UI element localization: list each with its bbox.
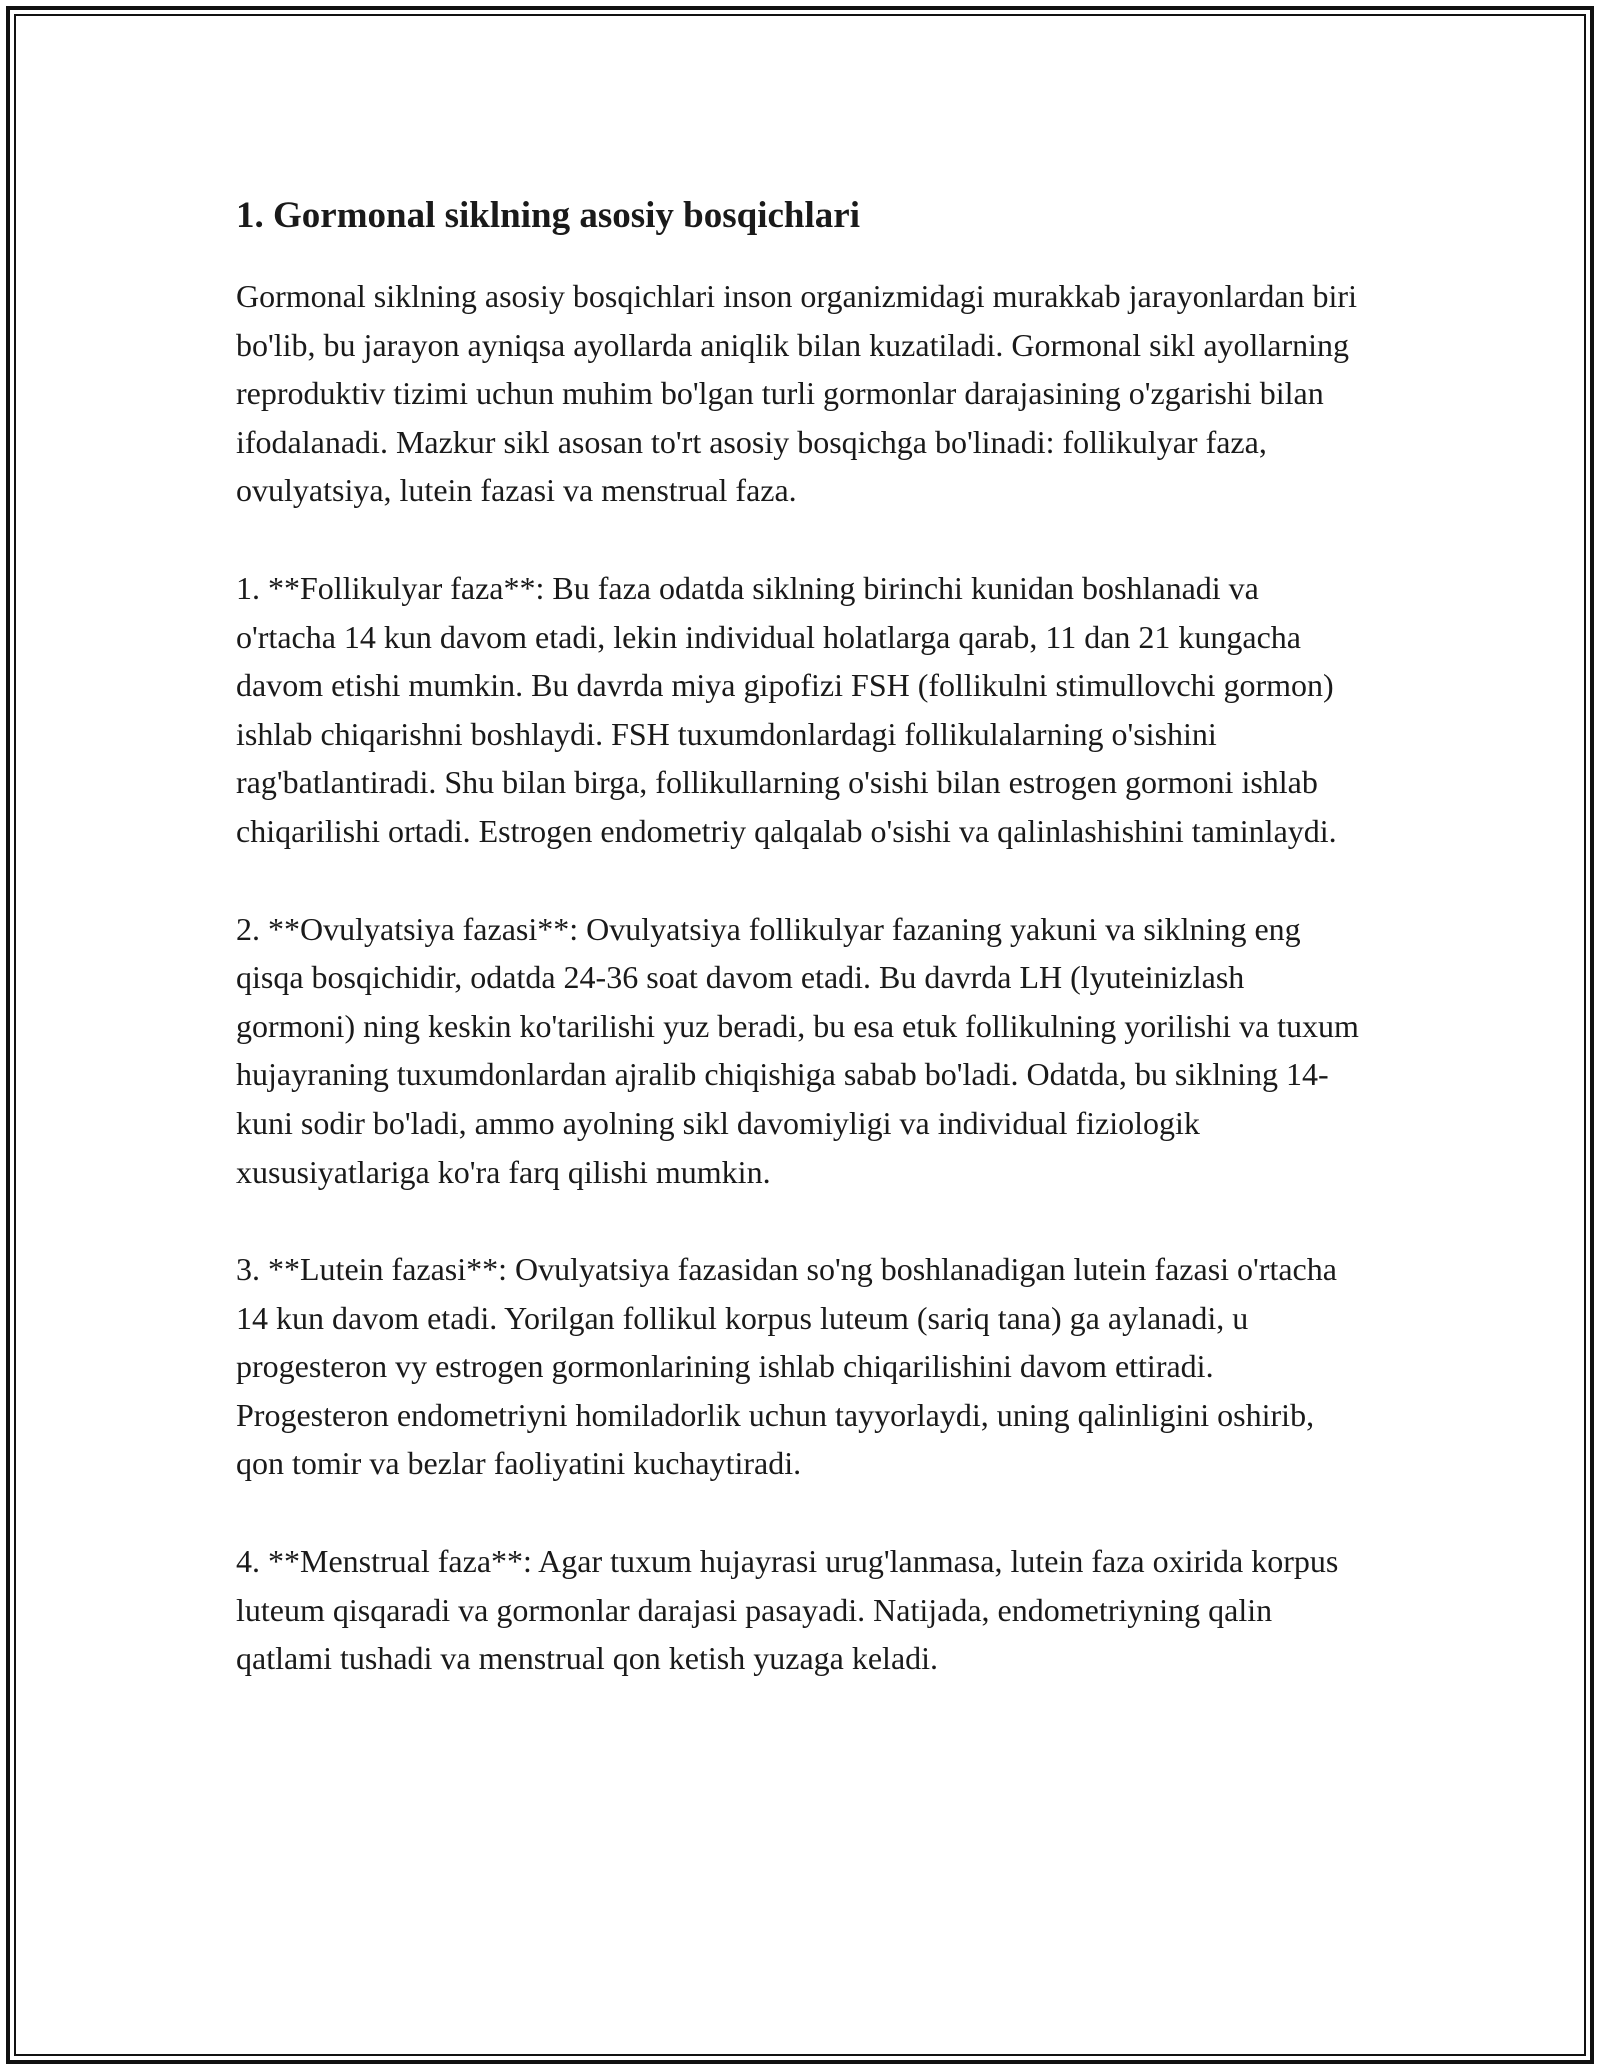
paragraph-luteal-phase: 3. **Lutein fazasi**: Ovulyatsiya fazasidan so'ng boshlanadigan lutein fazasi o'rtacha 14 kun davom etadi. Yorilgan follikul korpus luteum (sariq tana) ga aylanadi, u progesteron vy estrogen gormonlarining ishlab chiqarilishini davom ettiradi. Progesteron endometriyni homiladorlik uchun tayyorlaydi, uning qalinligini oshirib, qon tomir va bezlar faoliyatini kuchaytiradi. xyxy=(236,1251,1337,1482)
paragraph-ovulation-phase: 2. **Ovulyatsiya fazasi**: Ovulyatsiya follikulyar fazaning yakuni va siklning eng qisqa bosqichidir, odatda 24-36 soat davom etadi. Bu davrda LH (lyuteinizlash gormoni) ning keskin ko'tarilishi yuz beradi, bu esa etuk follikulning yorilishi va tuxum hujayraning tuxumdonlardan ajralib chiqishiga sabab bo'ladi. Odatda, bu siklning 14-kuni sodir bo'ladi, ammo ayolning sikl davomiyligi va individual fiziologik xususiyatlariga ko'ra farq qilishi mumkin. xyxy=(236,910,1359,1190)
paragraph-follicular-phase: 1. **Follikulyar faza**: Bu faza odatda siklning birinchi kunidan boshlanadi va o'rtacha 14 kun davom etadi, lekin individual holatlarga qarab, 11 dan 21 kungacha davom etishi mumkin. Bu davrda miya gipofizi FSH (follikulni stimullovchi gormon) ishlab chiqarishni boshlaydi. FSH tuxumdonlardagi follikulalarning o'sishini rag'batlantiradi. Shu bilan birga, follikullarning o'sishi bilan estrogen gormoni ishlab chiqarilishi ortadi. Estrogen endometriy qalqalab o'sishi va qalinlashishini taminlaydi. xyxy=(236,569,1337,849)
intro-paragraph: Gormonal siklning asosiy bosqichlari inson organizmidagi murakkab jarayonlardan biri bo'lib, bu jarayon ayniqsa ayollarda aniqlik bilan kuzatiladi. Gormonal sikl ayollarning reproduktiv tizimi uchun muhim bo'lgan turli gormonlar darajasining o'zgarishi bilan ifodalanadi. Mazkur sikl asosan to'rt asosiy bosqichga bo'linadi: follikulyar faza, ovulyatsiya, lutein fazasi va menstrual faza. xyxy=(236,278,1357,509)
paragraph-menstrual-phase: 4. **Menstrual faza**: Agar tuxum hujayrasi urug'lanmasa, lutein faza oxirida korpus luteum qisqaradi va gormonlar darajasi pasayadi. Natijada, endometriyning qalin qatlami tushadi va menstrual qon ketish yuzaga keladi. xyxy=(236,1543,1339,1677)
section-heading: 1. Gormonal siklning asosiy bosqichlari xyxy=(236,195,860,236)
document-body xyxy=(236,186,1366,1732)
